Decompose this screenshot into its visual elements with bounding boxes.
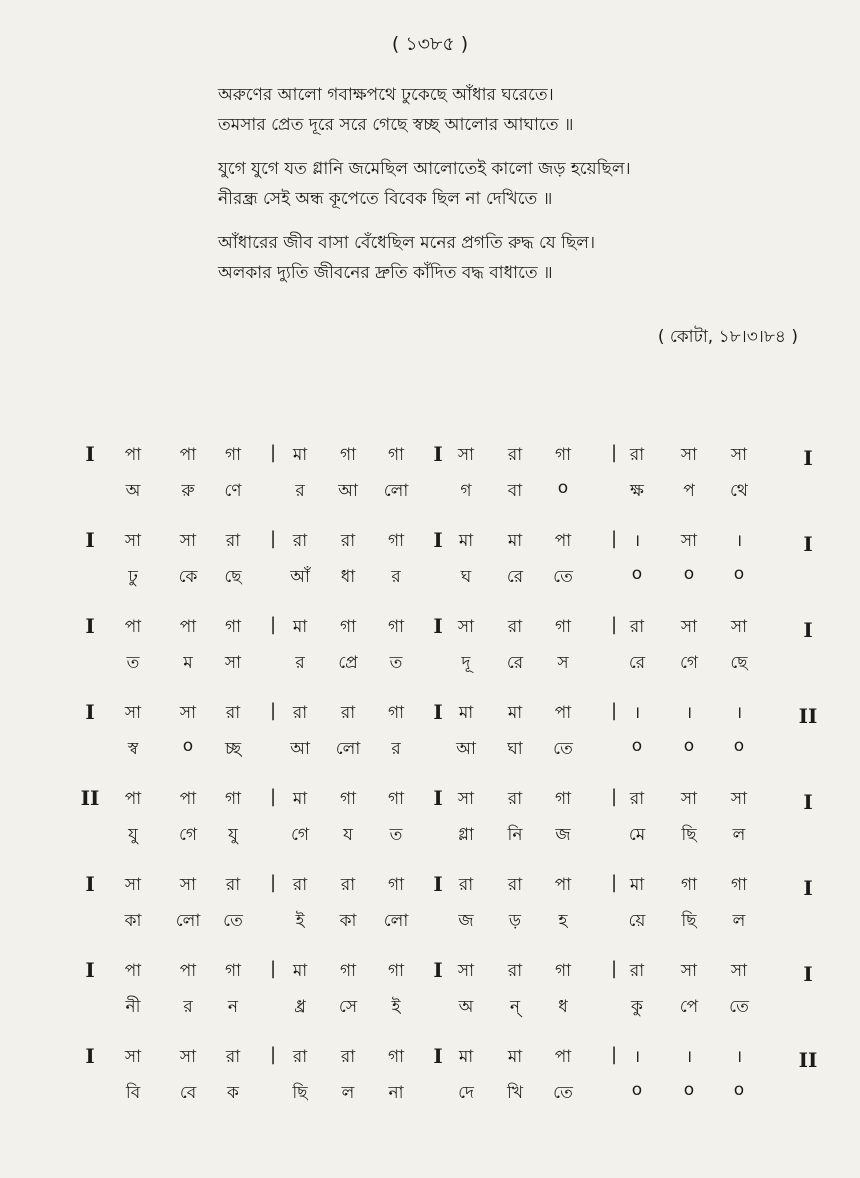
notation-row — [0, 436, 860, 522]
swara-note: সা — [457, 445, 475, 465]
lyric-syllable: ন্ — [509, 997, 521, 1017]
lyric-syllable: ল — [732, 825, 746, 845]
swara-note: গা — [554, 445, 572, 465]
lyric-syllable: স — [557, 653, 569, 673]
swara-note: পা — [179, 961, 197, 981]
swara-note: গা — [680, 875, 698, 895]
swara-note: রা — [225, 703, 241, 723]
bar-line-start: II — [80, 786, 100, 810]
lyric-syllable: o — [631, 564, 643, 584]
lyric-syllable: র — [183, 997, 193, 1017]
lyric-syllable: ঘ — [460, 567, 472, 587]
swara-note: পা — [179, 789, 197, 809]
bar-line-start: I — [85, 872, 95, 896]
swara-note: । — [735, 1047, 743, 1067]
lyric-syllable: র — [391, 739, 401, 759]
lyric-syllable: ত — [389, 825, 403, 845]
lyric-syllable: র — [295, 653, 305, 673]
swara-note: সা — [179, 1047, 197, 1067]
poem-stanza — [218, 154, 818, 214]
swara-note: । — [685, 1047, 693, 1067]
lyric-syllable: ক্ষ — [630, 481, 644, 501]
lyric-syllable: আ — [290, 739, 310, 759]
bar-line-start: I — [85, 700, 95, 724]
lyric-syllable: লো — [175, 911, 201, 931]
poem-line: আঁধারের জীব বাসা বেঁধেছিল মনের প্রগতি রুদ্ধ যে ছিল। — [218, 233, 596, 253]
bar-line-middle: I — [433, 700, 443, 724]
bar-line-end: I — [803, 618, 813, 642]
lyric-syllable: প — [683, 481, 695, 501]
lyric-syllable: রে — [506, 653, 524, 673]
swara-note: পা — [124, 961, 142, 981]
swara-note: মা — [458, 703, 474, 723]
lyric-syllable: সা — [224, 653, 242, 673]
swara-note: সা — [680, 531, 698, 551]
swara-note: গা — [387, 617, 405, 637]
lyric-syllable: পে — [679, 997, 699, 1017]
swara-note: পা — [124, 789, 142, 809]
swara-note: সা — [457, 617, 475, 637]
lyric-syllable: তে — [729, 997, 749, 1017]
swara-note: রা — [507, 961, 523, 981]
swara-note: পা — [554, 703, 572, 723]
notation-row — [0, 608, 860, 694]
swara-note: সা — [680, 961, 698, 981]
swara-note: গা — [224, 617, 242, 637]
lyric-syllable: র — [295, 481, 305, 501]
swara-note: সা — [179, 875, 197, 895]
lyric-syllable: ড় — [508, 911, 522, 931]
swara-note: গা — [387, 445, 405, 465]
swara-note: সা — [457, 789, 475, 809]
swara-note: রা — [292, 703, 308, 723]
lyric-syllable: ঢু — [128, 567, 138, 587]
lyric-syllable: র — [391, 567, 401, 587]
lyric-syllable: চ্ছ — [224, 739, 242, 759]
swara-note: গা — [554, 961, 572, 981]
swara-note: গা — [387, 703, 405, 723]
swara-note: পা — [124, 617, 142, 637]
swara-note: । — [735, 531, 743, 551]
bar-line-end: II — [798, 704, 818, 728]
poem-line: তমসার প্রেত দূরে সরে গেছে স্বচ্ছ আলোর আঘাতে ॥ — [218, 115, 574, 135]
lyric-syllable: ত — [389, 653, 403, 673]
bar-line-middle: I — [433, 786, 443, 810]
lyric-syllable: সে — [338, 997, 358, 1017]
swara-note: রা — [225, 531, 241, 551]
swara-note: গা — [339, 961, 357, 981]
swara-note: রা — [292, 531, 308, 551]
lyric-syllable: কে — [178, 567, 198, 587]
lyric-syllable: রে — [506, 567, 524, 587]
lyric-syllable: o — [683, 1080, 695, 1100]
vibhag-separator: | — [610, 1044, 618, 1065]
lyric-syllable: কু — [631, 997, 643, 1017]
poem-line: নীরন্ধ্র সেই অন্ধ কূপেতে বিবেক ছিল না দেখিতে ॥ — [218, 189, 553, 209]
swara-note: রা — [629, 789, 645, 809]
vibhag-separator: | — [610, 958, 618, 979]
swara-note: মা — [629, 875, 645, 895]
lyric-syllable: আঁ — [290, 567, 310, 587]
lyric-syllable: o — [683, 736, 695, 756]
lyric-syllable: মে — [628, 825, 646, 845]
bar-line-middle: I — [433, 872, 443, 896]
swara-note: গা — [387, 789, 405, 809]
lyric-syllable: দে — [458, 1083, 474, 1103]
bar-line-end: I — [803, 532, 813, 556]
swara-note: রা — [629, 961, 645, 981]
lyric-syllable: o — [631, 1080, 643, 1100]
swara-note: রা — [225, 1047, 241, 1067]
page-number: ( ১৩৮৫ ) — [391, 33, 469, 55]
vibhag-separator: | — [269, 786, 277, 807]
swara-note: গা — [554, 617, 572, 637]
lyric-syllable: আ — [338, 481, 358, 501]
swara-note: । — [633, 531, 641, 551]
lyric-syllable: ম — [183, 653, 193, 673]
swara-note: মা — [507, 703, 523, 723]
lyric-syllable: ছি — [292, 1083, 308, 1103]
swara-note: রা — [507, 445, 523, 465]
swara-note: পা — [179, 617, 197, 637]
lyric-syllable: দূ — [461, 653, 471, 673]
swara-note: । — [685, 703, 693, 723]
lyric-syllable: যু — [228, 825, 238, 845]
swara-note: । — [633, 703, 641, 723]
swaralipi-notation — [0, 436, 860, 1124]
swara-note: গা — [224, 961, 242, 981]
swara-note: সা — [124, 531, 142, 551]
lyric-syllable: নি — [507, 825, 523, 845]
vibhag-separator: | — [610, 528, 618, 549]
vibhag-separator: | — [269, 528, 277, 549]
poem — [218, 80, 818, 302]
lyric-syllable: বি — [125, 1083, 141, 1103]
swara-note: সা — [730, 617, 748, 637]
bar-line-start: I — [85, 614, 95, 638]
bar-line-end: I — [803, 962, 813, 986]
swara-note: সা — [680, 789, 698, 809]
bar-line-start: I — [85, 528, 95, 552]
swara-note: রা — [340, 703, 356, 723]
lyric-syllable: ঘা — [507, 739, 523, 759]
vibhag-separator: | — [610, 700, 618, 721]
lyric-syllable: o — [733, 1080, 745, 1100]
lyric-syllable: o — [733, 736, 745, 756]
swara-note: সা — [730, 445, 748, 465]
notation-row — [0, 522, 860, 608]
poem-stanza — [218, 80, 818, 140]
vibhag-separator: | — [269, 1044, 277, 1065]
lyric-syllable: রু — [181, 481, 195, 501]
bar-line-end: II — [798, 1048, 818, 1072]
bar-line-end: I — [803, 876, 813, 900]
bar-line-end: I — [803, 446, 813, 470]
lyric-syllable: ছি — [681, 911, 697, 931]
vibhag-separator: | — [610, 872, 618, 893]
lyric-syllable: জ — [458, 911, 474, 931]
lyric-syllable: লো — [335, 739, 361, 759]
bar-line-start: I — [85, 442, 95, 466]
vibhag-separator: | — [610, 786, 618, 807]
swara-note: সা — [730, 789, 748, 809]
lyric-syllable: ত — [126, 653, 140, 673]
swara-note: গা — [224, 445, 242, 465]
lyric-syllable: কা — [339, 911, 357, 931]
lyric-syllable: অ — [458, 997, 474, 1017]
notation-row — [0, 694, 860, 780]
swara-note: রা — [340, 1047, 356, 1067]
swara-note: সা — [124, 875, 142, 895]
lyric-syllable: রে — [628, 653, 646, 673]
bar-line-start: I — [85, 1044, 95, 1068]
swara-note: মা — [507, 531, 523, 551]
lyric-syllable: বে — [179, 1083, 197, 1103]
lyric-syllable: ই — [295, 911, 305, 931]
lyric-syllable: ছে — [730, 653, 748, 673]
lyric-syllable: য — [343, 825, 353, 845]
vibhag-separator: | — [610, 614, 618, 635]
lyric-syllable: আ — [456, 739, 476, 759]
swara-note: সা — [730, 961, 748, 981]
lyric-syllable: গ — [460, 481, 472, 501]
vibhag-separator: | — [610, 442, 618, 463]
lyric-syllable: না — [388, 1083, 404, 1103]
swara-note: সা — [457, 961, 475, 981]
swara-note: পা — [554, 875, 572, 895]
lyric-syllable: জ — [555, 825, 571, 845]
swara-note: গা — [387, 531, 405, 551]
lyric-syllable: ন — [227, 997, 239, 1017]
lyric-syllable: গে — [290, 825, 310, 845]
swara-note: রা — [629, 617, 645, 637]
swara-note: পা — [554, 1047, 572, 1067]
lyric-syllable: গে — [178, 825, 198, 845]
swara-note: গা — [387, 875, 405, 895]
poem-line: অরুণের আলো গবাক্ষপথে ঢুকেছে আঁধার ঘরেতে। — [218, 85, 554, 105]
swara-note: রা — [507, 789, 523, 809]
vibhag-separator: | — [269, 614, 277, 635]
lyric-syllable: হ — [558, 911, 568, 931]
swara-note: রা — [340, 875, 356, 895]
swara-note: রা — [629, 445, 645, 465]
swara-note: মা — [458, 531, 474, 551]
swara-note: মা — [292, 617, 308, 637]
swara-note: সা — [179, 703, 197, 723]
lyric-syllable: ধ — [558, 997, 568, 1017]
swara-note: সা — [124, 703, 142, 723]
bar-line-middle: I — [433, 528, 443, 552]
swara-note: রা — [225, 875, 241, 895]
lyric-syllable: গ্লা — [458, 825, 474, 845]
lyric-syllable: ই — [391, 997, 401, 1017]
swara-note: রা — [292, 1047, 308, 1067]
poem-line: যুগে যুগে যত গ্লানি জমেছিল আলোতেই কালো জড় হয়েছিল। — [218, 159, 631, 179]
lyric-syllable: তে — [553, 739, 573, 759]
poem-line: অলকার দ্যুতি জীবনের দ্রুতি কাঁদিত বদ্ধ বাধাতে ॥ — [218, 263, 553, 283]
swara-note: রা — [292, 875, 308, 895]
lyric-syllable: য়ে — [628, 911, 646, 931]
notation-row — [0, 1038, 860, 1124]
swara-note: পা — [124, 445, 142, 465]
lyric-syllable: ক — [227, 1083, 239, 1103]
notation-row — [0, 866, 860, 952]
lyric-syllable: থে — [730, 481, 748, 501]
vibhag-separator: | — [269, 700, 277, 721]
swara-note: সা — [124, 1047, 142, 1067]
poem-stanza — [218, 228, 818, 288]
lyric-syllable: স্ব — [127, 739, 139, 759]
swara-note: গা — [339, 617, 357, 637]
lyric-syllable: তে — [553, 1083, 573, 1103]
swara-note: গা — [339, 789, 357, 809]
lyric-syllable: ছে — [224, 567, 242, 587]
lyric-syllable: তে — [223, 911, 243, 931]
lyric-syllable: খি — [506, 1083, 524, 1103]
swara-note: সা — [680, 445, 698, 465]
swara-note: গা — [224, 789, 242, 809]
lyric-syllable: প্রে — [338, 653, 358, 673]
swara-note: মা — [458, 1047, 474, 1067]
bar-line-middle: I — [433, 1044, 443, 1068]
notation-row — [0, 952, 860, 1038]
lyric-syllable: লো — [383, 911, 409, 931]
notation-row — [0, 780, 860, 866]
vibhag-separator: | — [269, 958, 277, 979]
bar-line-middle: I — [433, 442, 443, 466]
swara-note: পা — [554, 531, 572, 551]
swara-note: গা — [387, 1047, 405, 1067]
bar-line-end: I — [803, 790, 813, 814]
bar-line-middle: I — [433, 614, 443, 638]
lyric-syllable: o — [683, 564, 695, 584]
bar-line-middle: I — [433, 958, 443, 982]
lyric-syllable: যু — [128, 825, 138, 845]
swara-note: সা — [680, 617, 698, 637]
swara-note: গা — [387, 961, 405, 981]
lyric-syllable: ধা — [340, 567, 356, 587]
swara-note: রা — [507, 617, 523, 637]
swara-note: মা — [507, 1047, 523, 1067]
swara-note: পা — [179, 445, 197, 465]
lyric-syllable: লো — [383, 481, 409, 501]
vibhag-separator: | — [269, 442, 277, 463]
lyric-syllable: ছি — [681, 825, 697, 845]
swara-note: রা — [507, 875, 523, 895]
swara-note: গা — [730, 875, 748, 895]
lyric-syllable: ল — [341, 1083, 355, 1103]
swara-note: রা — [340, 531, 356, 551]
swara-note: সা — [179, 531, 197, 551]
lyric-syllable: ধ্র — [294, 997, 306, 1017]
swara-note: গা — [554, 789, 572, 809]
lyric-syllable: গে — [679, 653, 699, 673]
swara-note: গা — [339, 445, 357, 465]
lyric-syllable: ণে — [224, 481, 242, 501]
swara-note: রা — [458, 875, 474, 895]
swara-note: । — [735, 703, 743, 723]
swara-note: মা — [292, 789, 308, 809]
lyric-syllable: তে — [553, 567, 573, 587]
swara-note: মা — [292, 445, 308, 465]
lyric-syllable: কা — [124, 911, 142, 931]
lyric-syllable: নী — [125, 997, 141, 1017]
lyric-syllable: বা — [507, 481, 523, 501]
vibhag-separator: | — [269, 872, 277, 893]
lyric-syllable: অ — [125, 481, 141, 501]
lyric-syllable: o — [733, 564, 745, 584]
swara-note: । — [633, 1047, 641, 1067]
swara-note: মা — [292, 961, 308, 981]
lyric-syllable: o — [631, 736, 643, 756]
lyric-syllable: o — [557, 478, 569, 498]
lyric-syllable: o — [182, 736, 194, 756]
poem-signature: ( কোটা, ১৮।৩।৮৪ ) — [657, 327, 798, 347]
lyric-syllable: ল — [732, 911, 746, 931]
bar-line-start: I — [85, 958, 95, 982]
